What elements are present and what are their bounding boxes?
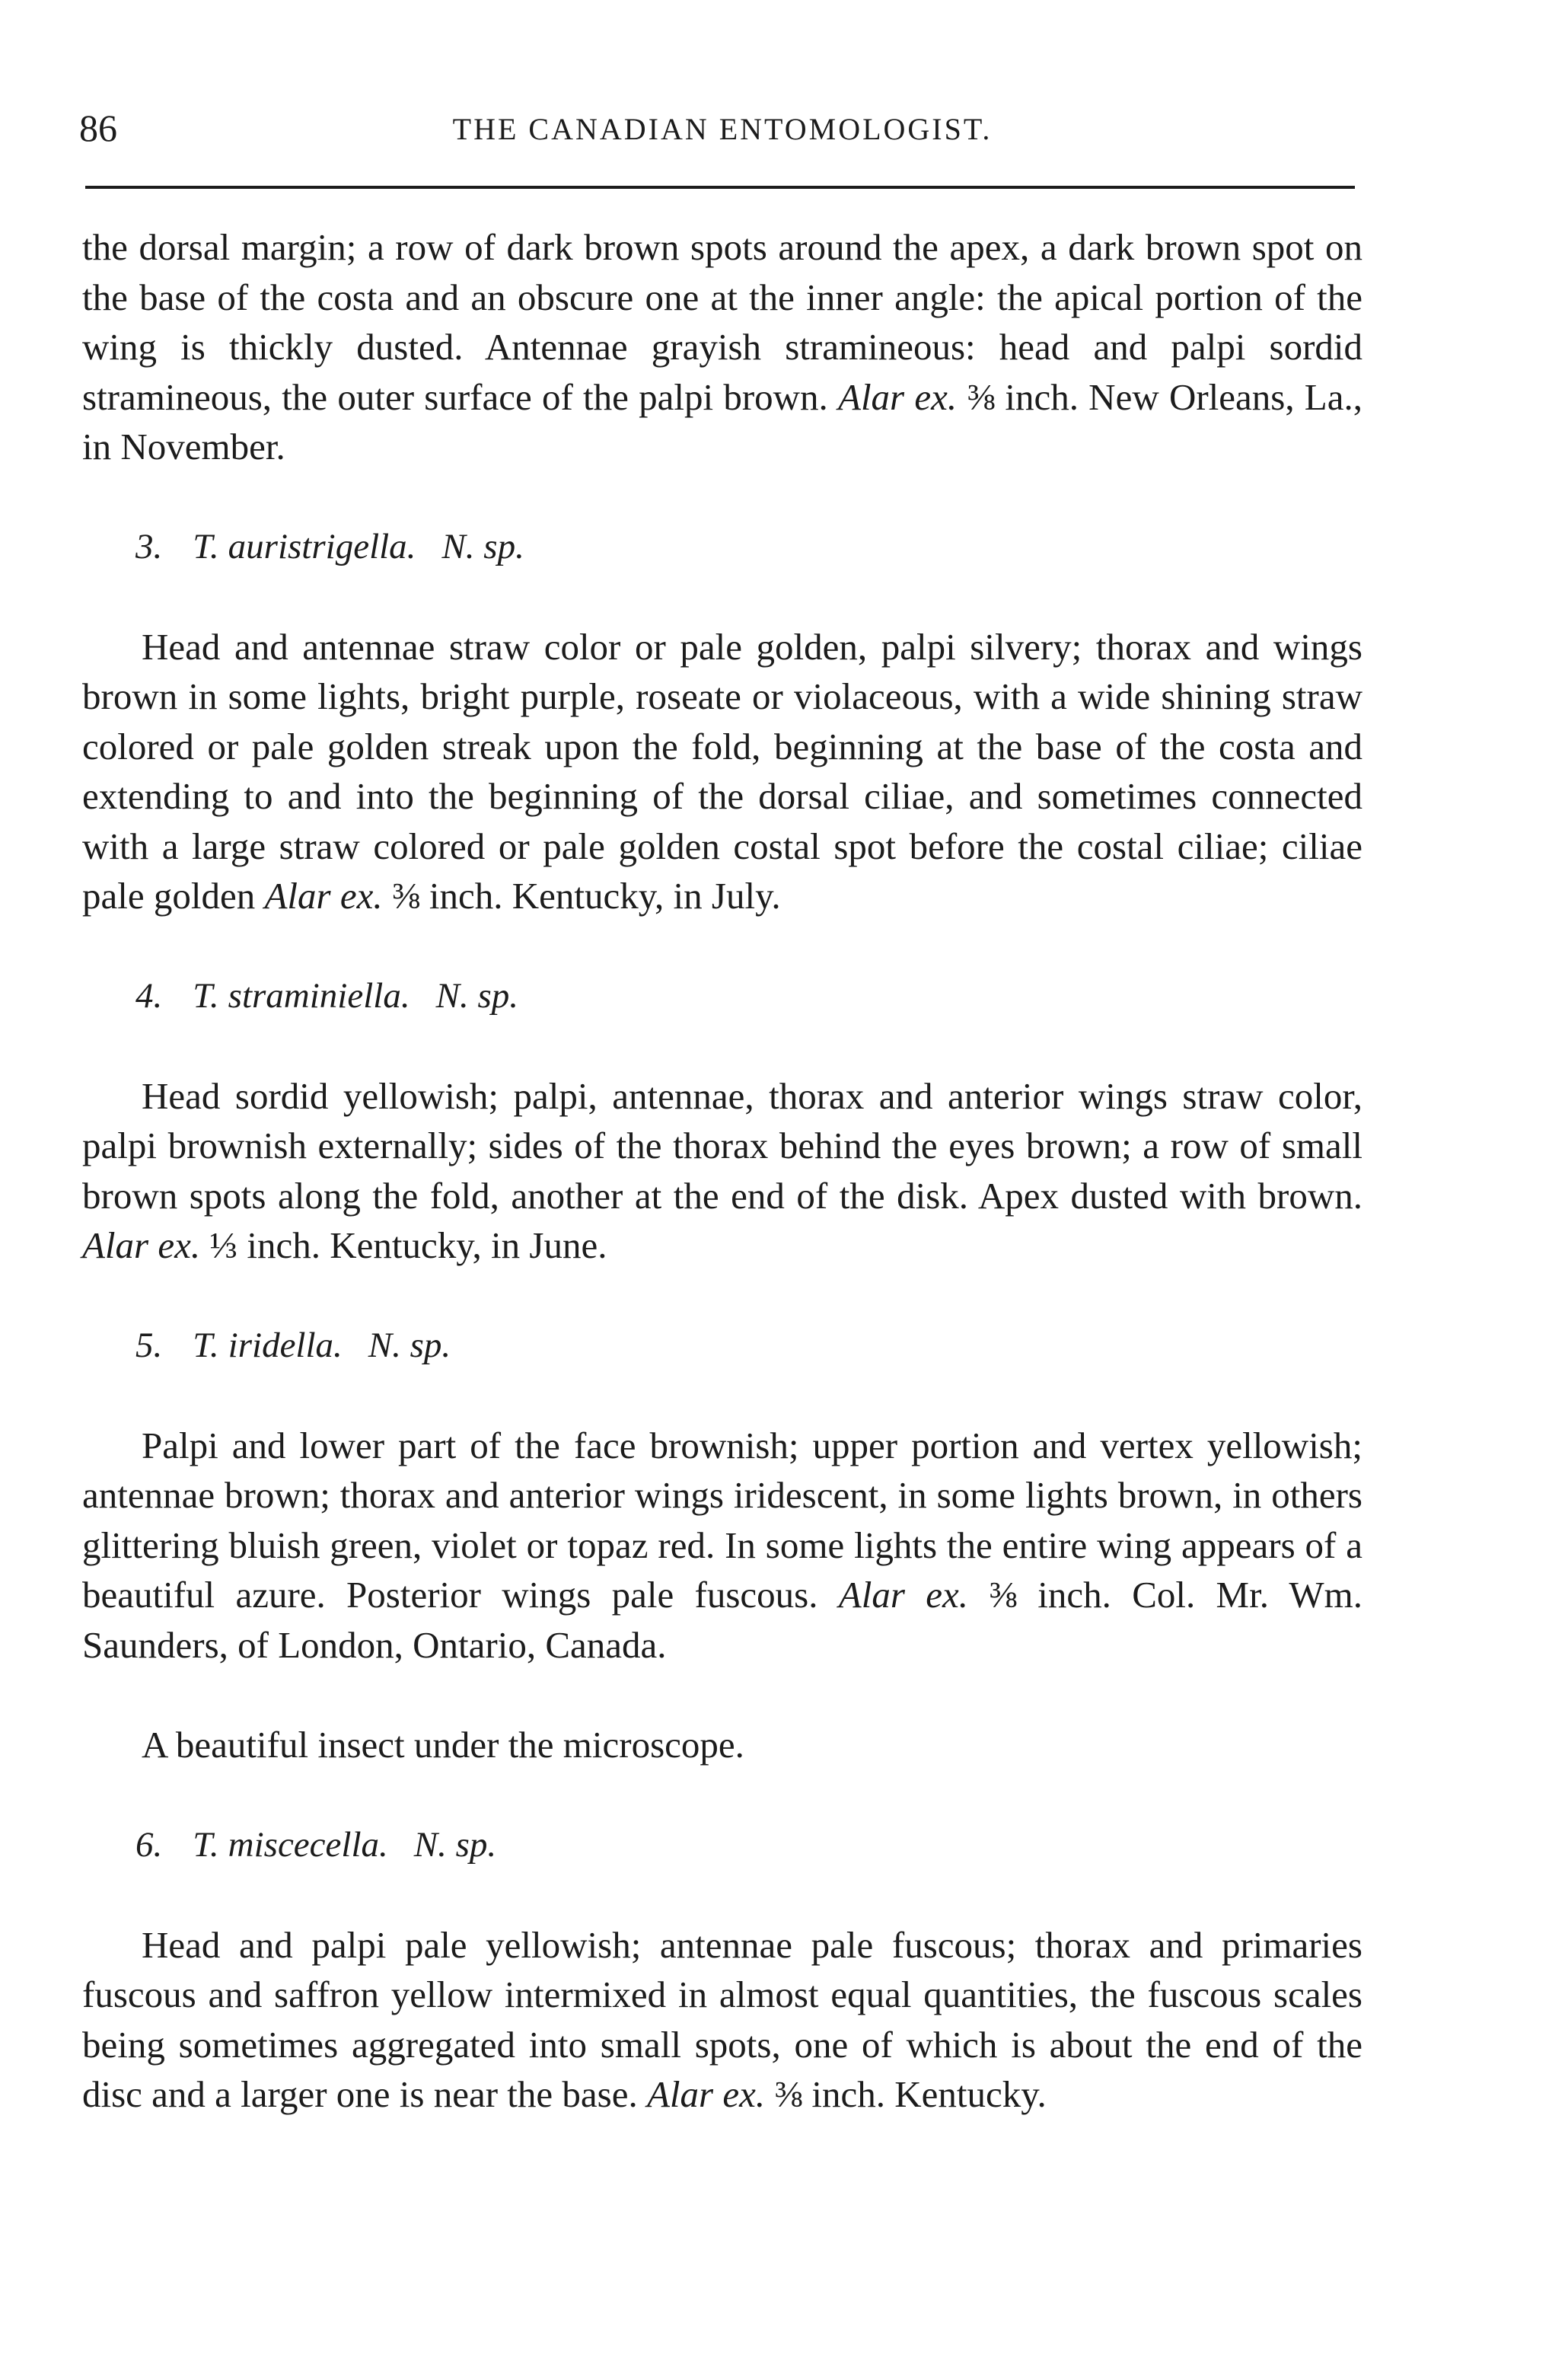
species-description-5 xyxy=(82,1421,1362,1670)
species-genus: T. xyxy=(193,1325,219,1365)
species-number: 3. xyxy=(135,526,163,566)
species-status: N. sp. xyxy=(441,526,524,566)
description-text: Head and palpi pale yellowish; antennae pale fuscous; thorax and primaries fuscous and saffron yellow intermixed in almost equal quantities, the fuscous scales being sometimes aggregated into small spots, one of which is about the end of the disc and a larger one is near the base. xyxy=(82,1923,1362,2115)
species-status: N. sp. xyxy=(413,1824,497,1865)
species-number: 5. xyxy=(135,1325,163,1365)
alar-measure: ⅜ inch. Kentucky. xyxy=(765,2073,1047,2115)
continuation-paragraph xyxy=(82,222,1362,472)
article-body xyxy=(82,222,1362,2120)
continuation-text: the dorsal margin; a row of dark brown spots around the apex, a dark brown spot on the base of the costa and an obscure one at the inner angle: the apical portion of the wing is thickly dusted. Antennae grayish stramineous: head and palpi sordid stramineous, the outer surface of the palpi brown. xyxy=(82,226,1362,418)
species-status: N. sp. xyxy=(368,1325,451,1365)
species-status: N. sp. xyxy=(435,975,518,1016)
species-genus: T. xyxy=(193,1824,219,1865)
species-number: 4. xyxy=(135,975,163,1016)
species-epithet: straminiella. xyxy=(228,975,410,1016)
species-epithet: iridella. xyxy=(228,1325,343,1365)
alar-measure: ⅓ inch. Kentucky, in June. xyxy=(200,1224,607,1266)
alar-measure: ⅜ inch. New Orleans, La., in November. xyxy=(82,375,1362,467)
alar-label: Alar ex. xyxy=(264,875,383,917)
description-text: Head sordid yellowish; palpi, antennae, thorax and anterior wings straw color, palpi brownish externally; sides of the thorax behind the eyes brown; a row of small brown spots along the fold, another at the end of the disk. Apex dusted with brown. xyxy=(82,1074,1362,1217)
species-note-5: A beautiful insect under the microscope. xyxy=(142,1724,744,1766)
species-heading-6 xyxy=(82,1820,1362,1870)
species-genus: T. xyxy=(193,526,219,566)
description-text: Palpi and lower part of the face brownish; upper portion and vertex yellowish; antennae brown; thorax and anterior wings iridescent, in some lights brown, in others glittering bluish green, violet or topaz red. In some lights the entire wing appears of a beautiful azure. Posterior wings pale fuscous. xyxy=(82,1424,1362,1616)
species-number: 6. xyxy=(135,1824,163,1865)
species-heading-4 xyxy=(82,972,1362,1021)
species-heading-5 xyxy=(82,1321,1362,1370)
species-epithet: miscecella. xyxy=(228,1824,388,1865)
species-genus: T. xyxy=(193,975,219,1016)
alar-measure: ⅜ inch. Col. Mr. Wm. Saunders, of London, Ontario, Canada. xyxy=(82,1574,1362,1666)
alar-label: Alar ex. xyxy=(82,1224,201,1266)
journal-title: THE CANADIAN ENTOMOLOGIST. xyxy=(452,112,993,146)
species-epithet: auristrigella. xyxy=(228,526,416,566)
species-description-3 xyxy=(82,622,1362,921)
page-number: 86 xyxy=(79,107,117,149)
header-rule xyxy=(85,186,1355,189)
alar-measure: ⅜ inch. Kentucky, in July. xyxy=(382,875,781,917)
species-description-4 xyxy=(82,1071,1362,1271)
running-head xyxy=(79,105,1366,151)
species-heading-3 xyxy=(82,522,1362,572)
alar-label: Alar ex. xyxy=(646,2073,766,2115)
alar-label: Alar ex. xyxy=(838,1574,968,1616)
description-text: Head and antennae straw color or pale golden, palpi silvery; thorax and wings brown in some lights, bright purple, roseate or violaceous, with a wide shining straw colored or pale golden streak upon the fold, beginning at the base of the costa and extending to and into the beginning of the dorsal ciliae, and sometimes connected with a large straw colored or pale golden costal spot before the costal ciliae; ciliae pale golden xyxy=(82,625,1362,917)
species-description-6 xyxy=(82,1920,1362,2120)
alar-label: Alar ex. xyxy=(838,375,958,418)
